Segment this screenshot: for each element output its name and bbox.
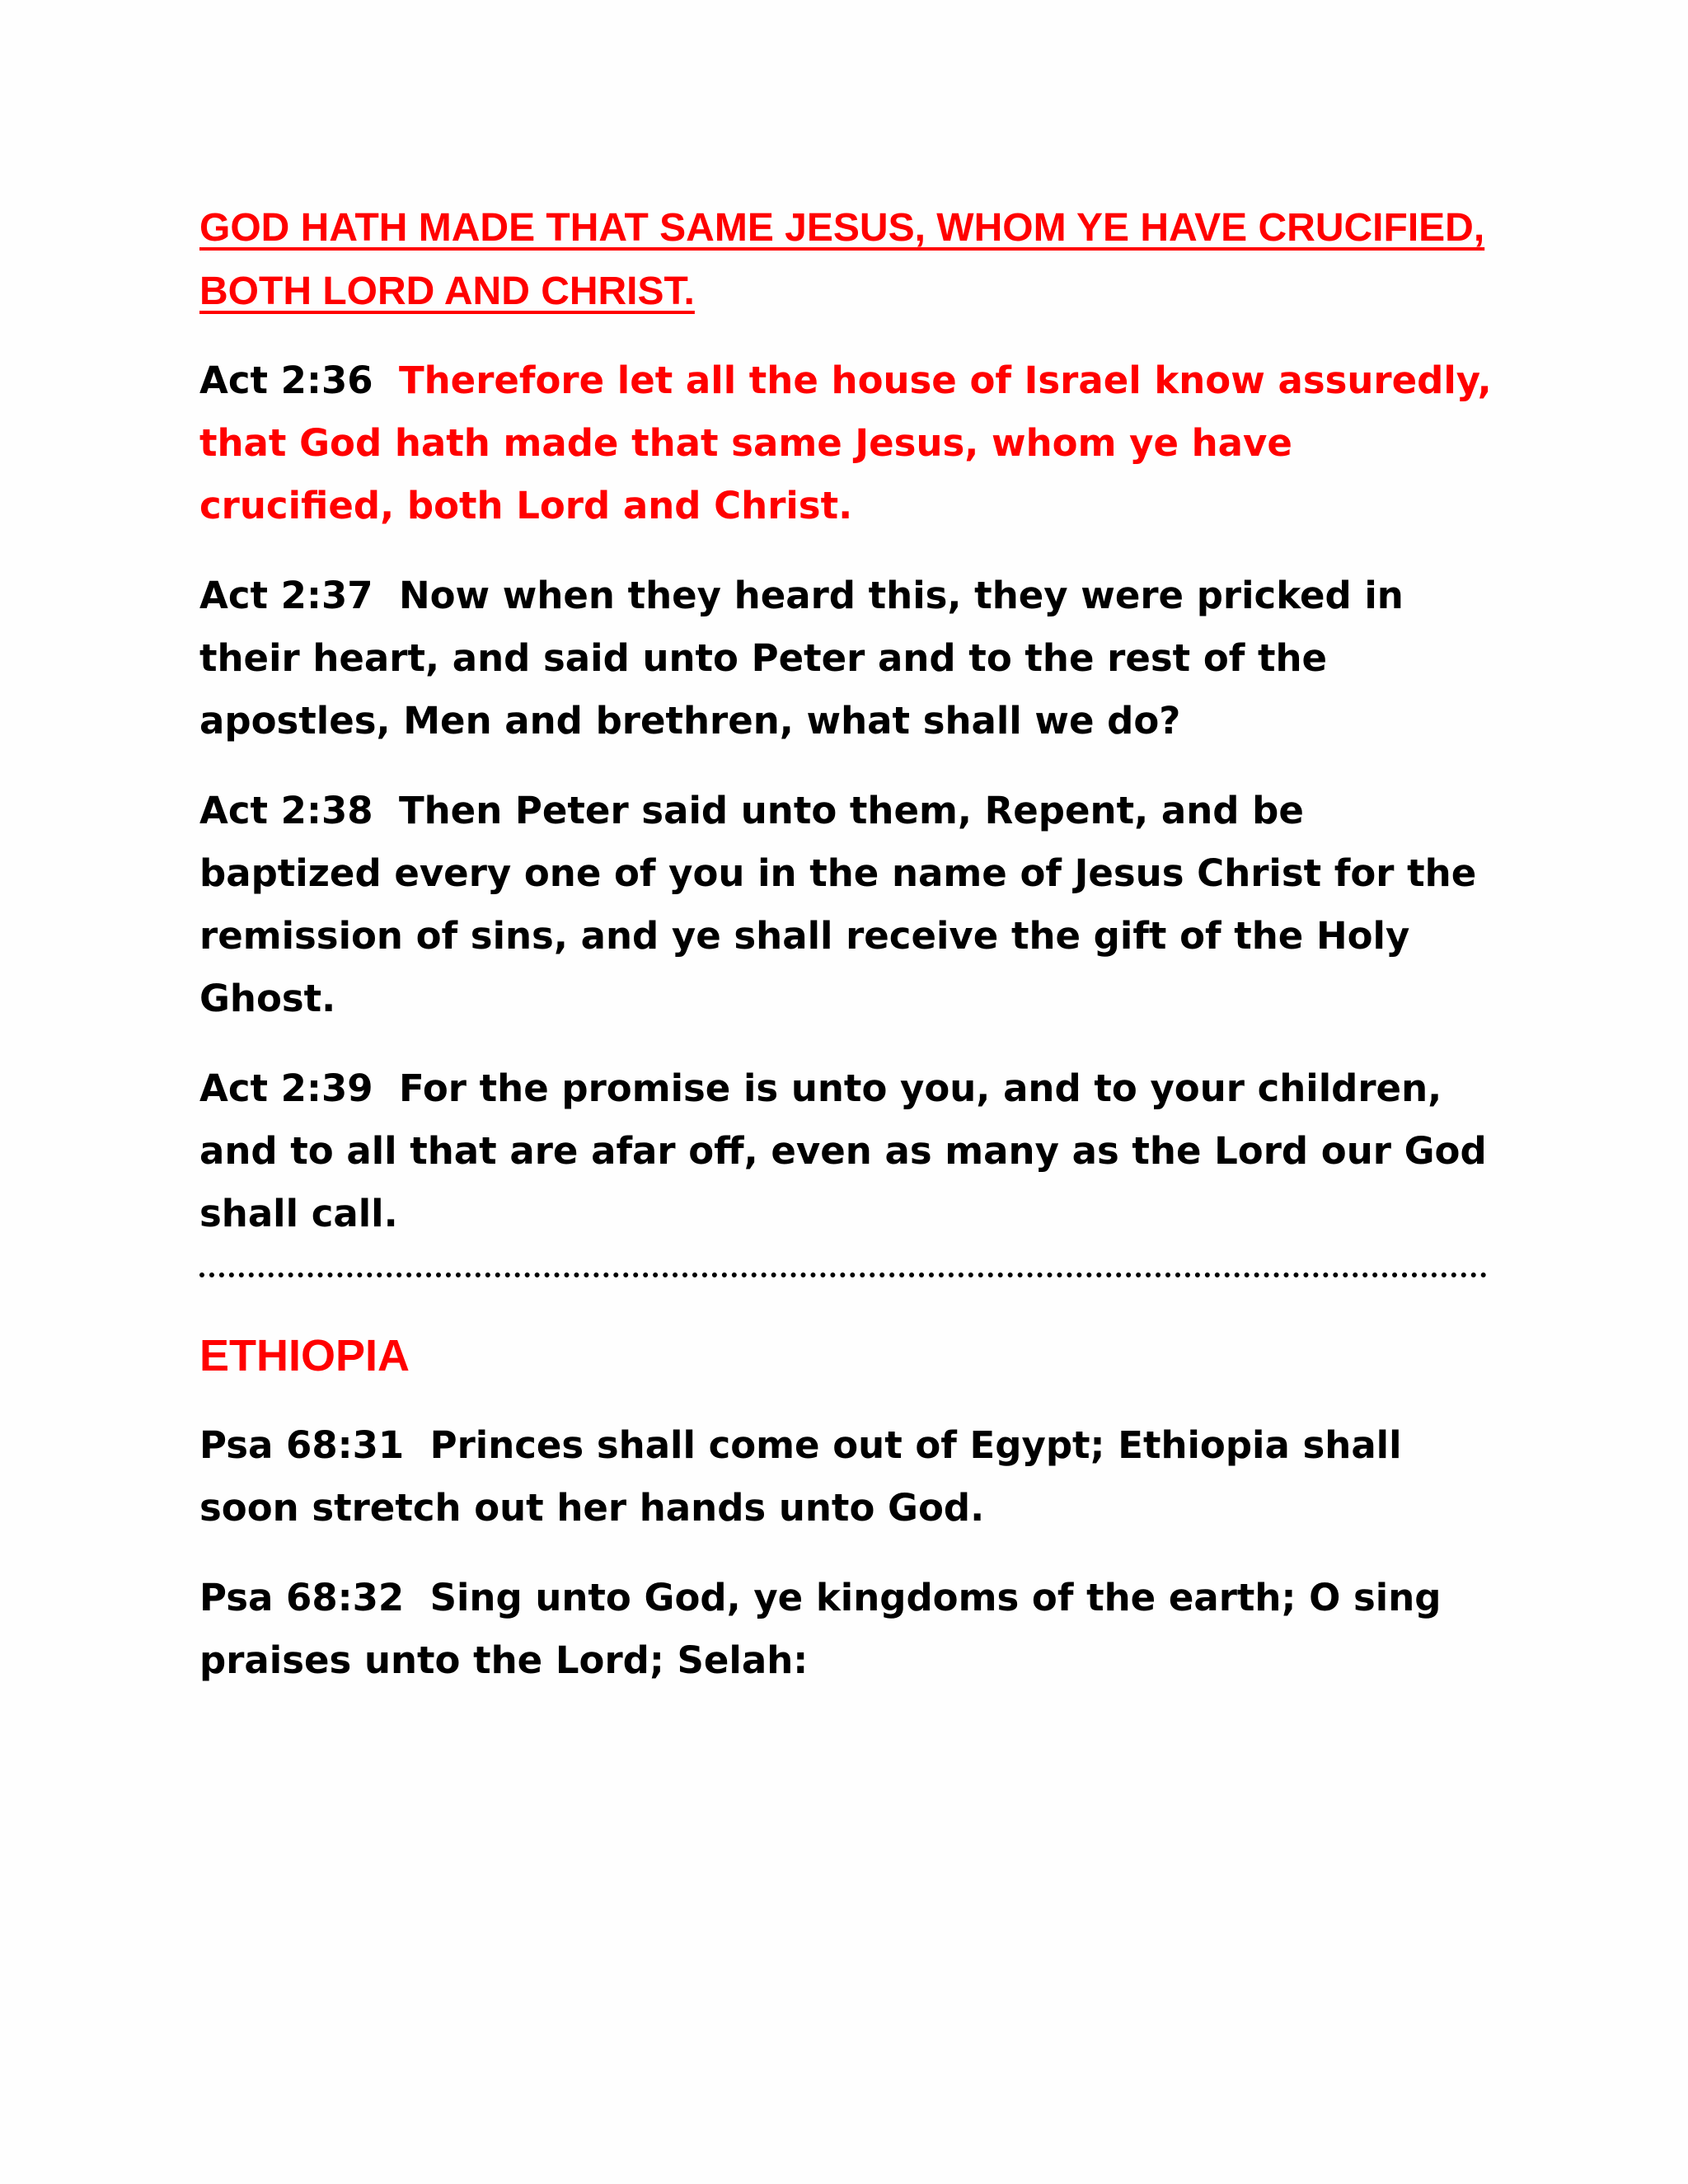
verse-text: Now when they heard this, they were pricked in their heart, and said unto Peter and to the rest of the apostles, Men and brethren, what shall we do?	[199, 574, 1404, 743]
page-heading: GOD HATH MADE THAT SAME JESUS, WHOM YE HAVE CRUCIFIED, BOTH LORD AND CHRIST.	[199, 206, 1485, 313]
verse-reference: Act 2:39	[199, 1066, 373, 1110]
verse-reference: Psa 68:31	[199, 1423, 405, 1467]
verse-reference: Act 2:37	[199, 574, 373, 617]
verse-text: Therefore let all the house of Israel know assuredly, that God hath made that same Jesus, whom ye have crucified, both Lord and Christ.	[199, 359, 1492, 527]
section-title: ETHIOPIA	[199, 1331, 410, 1380]
document-content	[199, 196, 1493, 1719]
verse-text: Sing unto God, ye kingdoms of the earth; O sing praises unto the Lord; Selah:	[199, 1576, 1442, 1682]
verse-text: Then Peter said unto them, Repent, and be baptized every one of you in the name of Jesus Christ for the remission of sins, and ye shall receive the gift of the Holy Ghost.	[199, 789, 1477, 1020]
verse-reference: Psa 68:32	[199, 1576, 405, 1619]
verse-psa-68-32	[199, 1567, 1493, 1692]
verse-act-2-38	[199, 780, 1493, 1030]
verse-act-2-39	[199, 1057, 1493, 1245]
verse-text: Princes shall come out of Egypt; Ethiopia shall soon stretch out her hands unto God.	[199, 1423, 1402, 1530]
verse-act-2-36	[199, 349, 1493, 537]
verse-text: For the promise is unto you, and to your children, and to all that are afar off, even as many as the Lord our God shall call.	[199, 1066, 1487, 1235]
verse-act-2-37	[199, 565, 1493, 752]
dotted-divider	[199, 1272, 1487, 1277]
verse-reference: Act 2:36	[199, 359, 373, 402]
verse-psa-68-31	[199, 1414, 1493, 1540]
verse-reference: Act 2:38	[199, 789, 373, 832]
